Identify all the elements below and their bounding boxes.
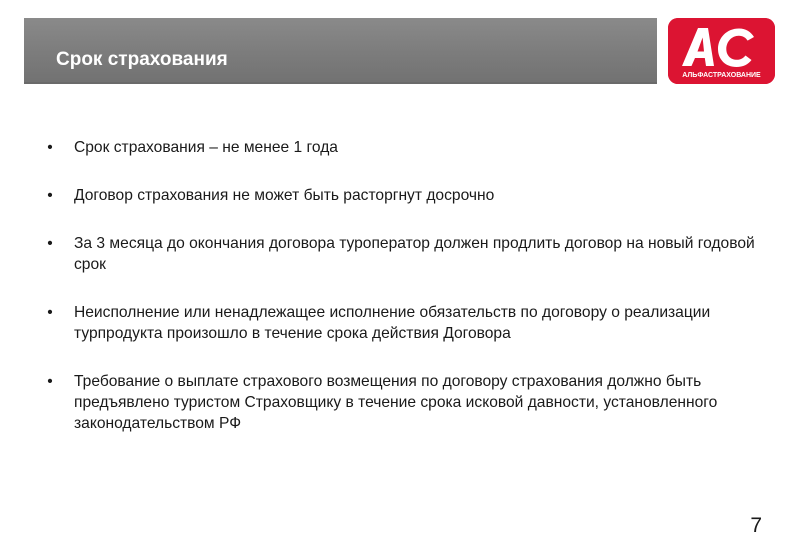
alfastrakhovanie-logo — [668, 18, 775, 84]
list-item-text: За 3 месяца до окончания договора туроператор должен продлить договор на новый годовой срок — [74, 235, 755, 273]
title-bar — [24, 18, 657, 84]
list-item-text: Срок страхования – не менее 1 года — [74, 139, 338, 156]
page-number: 7 — [750, 514, 762, 537]
list-item — [44, 185, 764, 206]
bullet-marker: • — [47, 139, 53, 156]
list-item — [44, 302, 764, 344]
list-item — [44, 137, 764, 158]
list-item — [44, 371, 764, 434]
bullet-list — [44, 137, 764, 461]
list-item — [44, 233, 764, 275]
page-title: Срок страхования — [56, 49, 228, 70]
list-item-text: Неисполнение или ненадлежащее исполнение обязательств по договору о реализации турпродукта произошло в течение срока действия Договора — [74, 304, 711, 342]
logo-mark — [668, 18, 775, 84]
list-item-text: Требование о выплате страхового возмещения по договору страхования должно быть предъявлено туристом Страховщику в течение срока исковой давности, установленного законодательством РФ — [74, 373, 718, 432]
bullet-marker: • — [47, 373, 53, 390]
bullet-marker: • — [47, 187, 53, 204]
bullet-marker: • — [47, 235, 53, 252]
logo-caption: АЛЬФАСТРАХОВАНИЕ — [682, 72, 761, 79]
bullet-marker: • — [47, 304, 53, 321]
list-item-text: Договор страхования не может быть расторгнут досрочно — [74, 187, 495, 204]
